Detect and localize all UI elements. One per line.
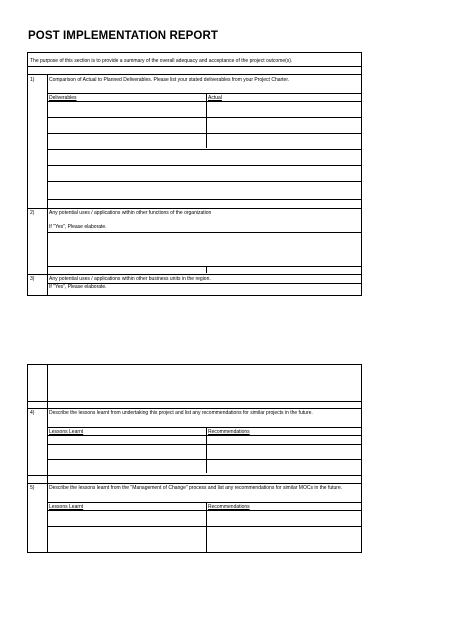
lessons-learnt-header: Lessons Learnt: [49, 504, 84, 510]
row-divider: [47, 93, 361, 94]
actual-header: Actual: [208, 95, 222, 101]
section2-elaborate: If "Yes", Please elaborate.: [49, 224, 107, 230]
row-divider: [47, 427, 361, 428]
row-divider: [28, 208, 361, 209]
section1-number: 1): [30, 77, 35, 83]
report-table-bottom: [27, 364, 362, 553]
row-divider: [28, 483, 361, 484]
section2-column-divider: [206, 267, 207, 273]
number-column-divider: [47, 75, 48, 295]
section4-number: 4): [30, 410, 35, 416]
page-title: POST IMPLEMENTATION REPORT: [28, 30, 219, 42]
deliverables-header: Deliverables: [49, 95, 77, 101]
section3-instruction: Any potential uses / applications within other business units in the region.: [49, 276, 211, 282]
row-divider: [47, 181, 361, 182]
row-divider: [28, 408, 361, 409]
section1-instruction: Comparison of Actual to Planned Deliverables. Please list your stated deliverables from your Project Charter.: [49, 77, 290, 83]
recommendations-header: Recommendations: [208, 429, 250, 435]
row-divider: [47, 502, 361, 503]
recommendations-header: Recommendations: [208, 504, 250, 510]
section2-number: 2): [30, 210, 35, 216]
row-divider: [28, 475, 361, 476]
row-divider: [47, 133, 361, 134]
section4-column-divider: [206, 427, 207, 473]
row-divider: [47, 232, 361, 233]
purpose-text: The purpose of this section is to provide a summary of the overall adequacy and acceptance of the project outcome(s).: [30, 58, 293, 64]
row-divider: [47, 526, 361, 527]
row-divider: [47, 101, 361, 102]
row-divider: [28, 401, 361, 402]
row-divider: [47, 149, 361, 150]
section3-elaborate: If "Yes", Please elaborate.: [49, 284, 107, 290]
row-divider: [28, 74, 361, 75]
row-divider: [47, 199, 361, 200]
section3-number: 3): [30, 276, 35, 282]
section5-instruction: Describe the lessons learnt from the "Management of Change" process and list any recommendations for similar MOCs in the future.: [49, 485, 343, 491]
row-divider: [28, 66, 361, 67]
row-divider: [47, 459, 361, 460]
section4-instruction: Describe the lessons learnt from undertaking this project and list any recommendations for similar projects in the future.: [49, 410, 313, 416]
row-divider: [47, 444, 361, 445]
row-divider: [47, 165, 361, 166]
lessons-learnt-header: Lessons Learnt: [49, 429, 84, 435]
row-divider: [47, 117, 361, 118]
section2-instruction: Any potential uses / applications within other functions of the organization: [49, 210, 212, 216]
report-table-top: [27, 52, 362, 296]
row-divider: [47, 266, 361, 267]
section5-number: 5): [30, 485, 35, 491]
row-divider: [47, 435, 361, 436]
row-divider: [47, 510, 361, 511]
row-divider: [28, 274, 361, 275]
